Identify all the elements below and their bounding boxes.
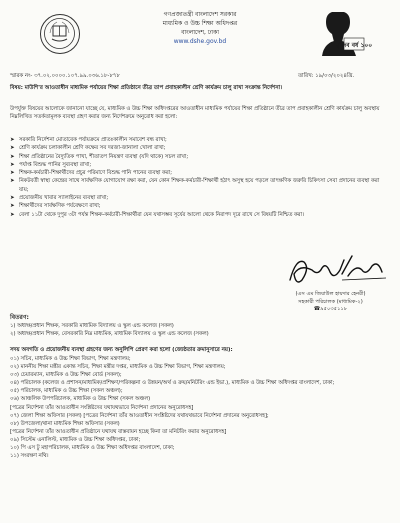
bullet-arrow-icon: ➤ <box>10 137 15 143</box>
list-item: ০৯) সিস্টেম এনালিস্ট, মাধ্যমিক ও উচ্চ শিক্ষা অধিদপ্তর, ঢাকা; <box>10 436 141 443</box>
signatory-name: (এস এম জিয়াউল হায়দার হেনরী) <box>295 291 366 297</box>
list-item: ➤ প্রয়োজনীয় খাবার স্যালাইনের ব্যবস্থা রাখা; <box>10 195 109 202</box>
subject-line: বিষয়: মাউশি'র আওতাধীন মাধ্যমিক পর্যায়ের শিক্ষা প্রতিষ্ঠানে তীব্র তাপ প্রবাহকালীন শ্রেণি কার্যক্রম চালু রাখা সংক্রান্ত নির্দেশনা। <box>10 85 283 91</box>
bullet-arrow-icon: ➤ <box>10 170 15 177</box>
list-item: ০৭) জেলা শিক্ষা অফিসার (সকল) [পত্রের নির্দেশনা তাঁর আওতাধীন সংশ্লিষ্টদের যথাযথভাবে নির্দেশনা প্রদানের অনুরোধসহ]; <box>10 412 269 419</box>
list-item: ০১) সচিব, মাধ্যমিক ও উচ্চ শিক্ষা বিভাগ, শিক্ষা মন্ত্রণালয়; <box>10 356 131 362</box>
letterhead-line-2: মাধ্যমিক ও উচ্চ শিক্ষা অধিদপ্তর <box>162 20 238 27</box>
bullet-arrow-icon: ➤ <box>10 211 15 218</box>
list-item: ➤ শিক্ষক-কর্মচারী-শিক্ষার্থীদের প্রচুর পরিমাণে বিশুদ্ধ পানি পানের ব্যবস্থা করা; <box>10 170 172 177</box>
list-item: ➤ শিক্ষার্থীদের সার্বক্ষণিক পর্যবেক্ষণে রাখা; <box>10 203 101 210</box>
list-item: ১১) সংরক্ষণ নথি। <box>10 453 49 460</box>
intro-paragraph: উপর্যুক্ত বিষয়ের আলোকে জানানো যাচ্ছে যে, মাধ্যমিক ও উচ্চ শিক্ষা অধিদপ্তরের আওতাধীন মাধ্যমিক পর্যায়ের শিক্ষা প্রতিষ্ঠানে তীব্র তাপ প্রবাহকালীন শ্রেণি কার্যক্রম চালু অবস্থায় নিম্নলিখিত সতর্কতামূলক ব্যবস্থা গ্রহণ করার জন্য নির্দেশক্রমে অনুরোধ করা হলো: <box>10 106 380 120</box>
signatory-phone: ☎৯৫০৩৫১১৮ <box>313 306 348 312</box>
seal-right-text: মুজিব বর্ষ ১০০ <box>335 42 373 49</box>
list-item: [পত্রের নির্দেশনা তাঁর আওতাধীন প্রতিষ্ঠানে যথাযথ বাস্তবায়ন হচ্ছে কিনা তা মনিটরিং করার অনুরোধসহ] <box>10 428 227 435</box>
signatory-block <box>268 291 393 314</box>
list-item: ০৪) পরিচালক (কলেজ ও প্রশাসন/মাধ্যমিক/প্রশিক্ষণ/পরিকল্পনা ও উন্নয়ন/অর্থ ও ক্রয়/মনিটরিং এন্ড ইভা.), মাধ্যমিক ও উচ্চ শিক্ষা অধিদপ্তর বাংলাদেশ, ঢাকা; <box>10 380 335 387</box>
letterhead <box>100 10 300 46</box>
list-item: ➤ নিকটবর্তী স্বাস্থ্য কেন্দ্রের সাথে সার্বক্ষণিক যোগাযোগ রক্ষা করা, যেন কোন শিক্ষক-কর্মচারী-শিক্ষার্থী হঠাৎ অসুস্থ হয়ে পড়লে তাৎক্ষণিক জরুরি চিকিৎসা সেবা প্রদানের ব্যবস্থা করা যায়; <box>10 178 380 193</box>
bullet-arrow-icon: ➤ <box>10 161 15 168</box>
list-item: ০৫) পরিচালক, মাধ্যমিক ও উচ্চ শিক্ষা (সকল অঞ্চল); <box>10 388 123 395</box>
copies-list <box>10 355 395 460</box>
seal-emblem-icon <box>41 15 78 52</box>
distribution-list <box>10 322 390 338</box>
list-item: ➤ সরকারি নির্দেশনা মোতাবেক পর্যায়ক্রমে প্রাতঃকালীন সমাবেশ বন্ধ রাখা; <box>10 137 167 143</box>
memo-date: তারিখ: ১৯/০৩/২০২৪খ্রি. <box>298 73 355 79</box>
list-item: ১০) পি এস টু মহাপরিচালক, মাধ্যমিক ও উচ্চ শিক্ষা অধিদপ্তর বাংলাদেশ, ঢাকা; <box>10 445 175 452</box>
bullet-arrow-icon: ➤ <box>10 178 15 185</box>
list-item: ০৩) চেয়ারম্যান, মাধ্যমিক ও উচ্চ শিক্ষা বোর্ড (সকল); <box>10 372 122 379</box>
list-item: ০৬) আঞ্চলিক উপপরিচালক, মাধ্যমিক ও উচ্চ শিক্ষা (সকল অঞ্চল) <box>10 396 151 403</box>
mujib-borsho-logo <box>318 8 373 56</box>
portrait-logo-icon <box>318 8 373 56</box>
memo-number: স্মারক নং- ৩৭.০২.০০০০.১০৭.৯৯.০৩৬.১৮-৮৭৮ <box>10 73 120 79</box>
bullet-arrow-icon: ➤ <box>10 153 15 160</box>
list-item: ১) অধ্যক্ষ/প্রধান শিক্ষক, সরকারি মাধ্যমিক বিদ্যালয় ও স্কুল এন্ড কলেজ (সকল) <box>10 323 174 329</box>
bullet-arrow-icon: ➤ <box>10 145 15 152</box>
list-item: ০২) মাননীয় শিক্ষা মন্ত্রীর একান্ত সচিব, শিক্ষা মন্ত্রীর দপ্তর, মাধ্যমিক ও উচ্চ শিক্ষা বিভাগ, শিক্ষা মন্ত্রণালয়; <box>10 364 226 371</box>
list-item: ➤ শিক্ষা প্রতিষ্ঠানের বৈদ্যুতিক পাখা, শীতাতপ নিয়ন্ত্রণ ব্যবস্থা (যদি থাকে) সচল রাখা; <box>10 153 189 160</box>
list-item: ➤ বেলা ১১টা থেকে দুপুর ৩টা পর্যন্ত শিক্ষক-কর্মচারী-শিক্ষার্থীরা যেন যথাসম্ভব সূর্যের আলো থেকে নিরাপদ দূরে রাখে সে বিষয়টি নিশ্চিত করা। <box>10 211 305 218</box>
bullet-arrow-icon: ➤ <box>10 195 15 202</box>
list-item: ২) অধ্যক্ষ/প্রধান শিক্ষক, বেসরকারি নিম্ন মাধ্যমিক, মাধ্যমিক বিদ্যালয় ও স্কুল এন্ড কলেজ (সকল) <box>10 331 209 338</box>
letterhead-line-1: গণপ্রজাতন্ত্রী বাংলাদেশ সরকার <box>163 11 237 18</box>
website-link[interactable]: www.dshe.gov.bd <box>173 38 227 45</box>
instruction-list <box>10 136 390 219</box>
signatory-designation: সহকারী পরিচালক (মাধ্যমিক-২) <box>298 298 363 305</box>
list-item: ০৮) উপজেলা/থানা মাধ্যমিক শিক্ষা অফিসার (সকল) <box>10 420 120 427</box>
handwritten-signature <box>282 250 392 295</box>
distribution-title: বিতরণ: <box>10 314 29 321</box>
government-seal-logo <box>40 14 80 54</box>
letterhead-line-3: বাংলাদেশ, ঢাকা <box>181 29 219 36</box>
list-item: [পত্রের নির্দেশনা তাঁর আওতাধীন সংশ্লিষ্টদের যথাযথভাবে নির্দেশনা প্রদানের অনুরোধসহ] <box>10 404 194 411</box>
list-item: ➤ পর্যাপ্ত বিশুদ্ধ পানির সুব্যবস্থা রাখা; <box>10 161 92 168</box>
copies-heading: সদয় অবগতি ও প্রয়োজনীয় ব্যবস্থা গ্রহণের জন্য অনুলিপি প্রেরণ করা হলো (জ্যেষ্ঠতার ক্রমানুসারে নয়): <box>10 347 233 353</box>
list-item: ➤ শ্রেণি কার্যক্রম চলাকালীন শ্রেণি কক্ষের সব দরজা-জানালা খোলা রাখা; <box>10 145 166 152</box>
bullet-arrow-icon: ➤ <box>10 203 15 210</box>
